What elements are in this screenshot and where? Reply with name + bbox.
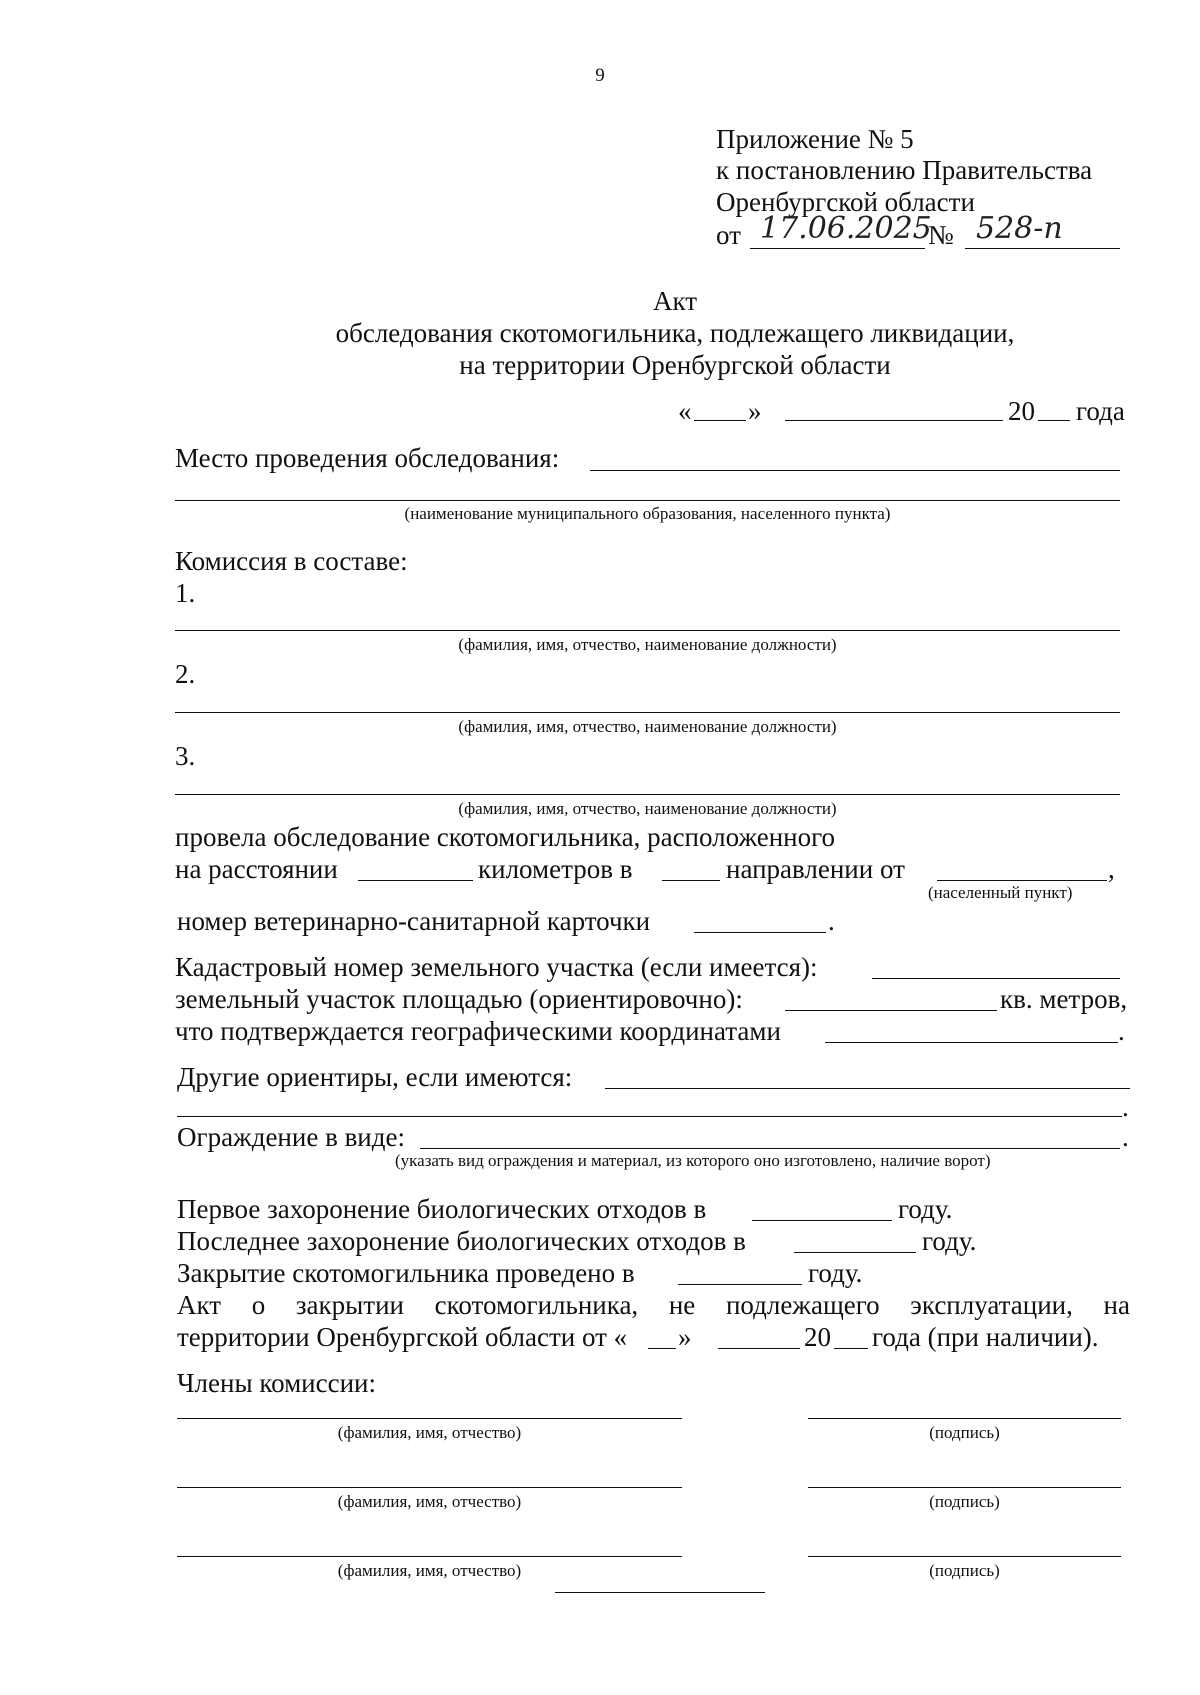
- act-word: на: [1103, 1290, 1130, 1320]
- member-sign-caption-1: (подпись): [929, 1423, 1000, 1442]
- appendix-line-2: к постановлению Правительства: [716, 155, 1093, 185]
- first-burial-suffix: году.: [898, 1194, 953, 1224]
- act-title: Акт: [652, 286, 698, 316]
- act-word: подлежащего: [725, 1290, 880, 1320]
- date-open-quote: «: [678, 396, 692, 426]
- area-label: земельный участок площадью (ориентировочно):: [175, 984, 743, 1014]
- first-burial-label: Первое захоронение биологических отходов в: [177, 1194, 707, 1224]
- member-caption-2: (фамилия, имя, отчество, наименование должности): [458, 717, 837, 736]
- landmarks-label: Другие ориентиры, если имеются:: [177, 1062, 573, 1092]
- appendix-title: Приложение № 5: [716, 124, 914, 154]
- act-word: эксплуатации,: [910, 1290, 1073, 1320]
- fence-label: Ограждение в виде:: [177, 1122, 405, 1152]
- member-number-1: 1.: [175, 578, 196, 608]
- settlement-caption: (населенный пункт): [928, 883, 1073, 902]
- act-closure-line: [177, 1292, 1130, 1319]
- closure-label: Закрытие скотомогильника проведено в: [177, 1258, 635, 1288]
- place-label: Место проведения обследования:: [175, 443, 560, 473]
- act-line2-suffix: года (при наличии).: [872, 1322, 1099, 1352]
- act-word: о: [251, 1290, 266, 1320]
- appendix-line-3: Оренбургской области: [716, 187, 975, 217]
- landmarks-period: .: [1122, 1092, 1129, 1122]
- appendix-number-prefix: №: [928, 220, 954, 250]
- member-number-3: 3.: [175, 741, 196, 771]
- members-label: Члены комиссии:: [177, 1368, 376, 1398]
- handwritten-number: 528-п: [976, 211, 1063, 246]
- member-name-caption-1: (фамилия, имя, отчество): [337, 1423, 522, 1442]
- act-word: Акт: [177, 1290, 222, 1320]
- cadastral-label: Кадастровый номер земельного участка (если имеется):: [175, 952, 818, 982]
- member-name-caption-3: (фамилия, имя, отчество): [337, 1561, 522, 1580]
- act-line2-prefix: территории Оренбургской области от «: [177, 1322, 628, 1352]
- member-caption-1: (фамилия, имя, отчество, наименование должности): [458, 635, 837, 654]
- act-word: закрытии: [295, 1290, 404, 1320]
- place-caption: (наименование муниципального образования, населенного пункта): [404, 504, 891, 523]
- page-number: 9: [595, 65, 605, 86]
- commission-label: Комиссия в составе:: [175, 546, 408, 576]
- survey-km-text: километров в: [478, 854, 633, 884]
- handwritten-date: 17.06.2025: [760, 211, 932, 246]
- act-word: скотомогильника,: [434, 1290, 639, 1320]
- last-burial-suffix: году.: [922, 1226, 977, 1256]
- vet-card-period: .: [828, 906, 835, 936]
- area-unit: кв. метров,: [1000, 984, 1128, 1014]
- closure-suffix: году.: [808, 1258, 863, 1288]
- fence-caption: (указать вид ограждения и материал, из которого оно изготовлено, наличие ворот): [395, 1151, 991, 1170]
- date-year-suffix: года: [1076, 396, 1125, 426]
- act-word: не: [668, 1290, 696, 1320]
- act-subtitle-1: обследования скотомогильника, подлежащего ликвидации,: [335, 318, 1015, 348]
- date-close-quote: »: [748, 396, 762, 426]
- act-line2-quote-close: »: [678, 1322, 692, 1352]
- survey-comma: ,: [1108, 854, 1115, 884]
- member-sign-caption-3: (подпись): [929, 1561, 1000, 1580]
- survey-direction-text: направлении от: [726, 854, 905, 884]
- vet-card-label: номер ветеринарно-санитарной карточки: [177, 906, 651, 936]
- fence-period: .: [1122, 1122, 1129, 1152]
- appendix-date-prefix: от: [716, 220, 741, 250]
- survey-line-1: провела обследование скотомогильника, расположенного: [175, 822, 836, 852]
- member-sign-caption-2: (подпись): [929, 1492, 1000, 1511]
- coords-period: .: [1118, 1016, 1125, 1046]
- member-name-caption-2: (фамилия, имя, отчество): [337, 1492, 522, 1511]
- survey-distance-prefix: на расстоянии: [175, 854, 338, 884]
- act-subtitle-2: на территории Оренбургской области: [459, 350, 891, 380]
- act-line2-year: 20: [804, 1322, 831, 1352]
- date-year-prefix: 20: [1008, 396, 1035, 426]
- coords-label: что подтверждается географическими координатами: [175, 1016, 781, 1046]
- member-number-2: 2.: [175, 659, 196, 689]
- last-burial-label: Последнее захоронение биологических отходов в: [177, 1226, 746, 1256]
- member-caption-3: (фамилия, имя, отчество, наименование должности): [458, 799, 837, 818]
